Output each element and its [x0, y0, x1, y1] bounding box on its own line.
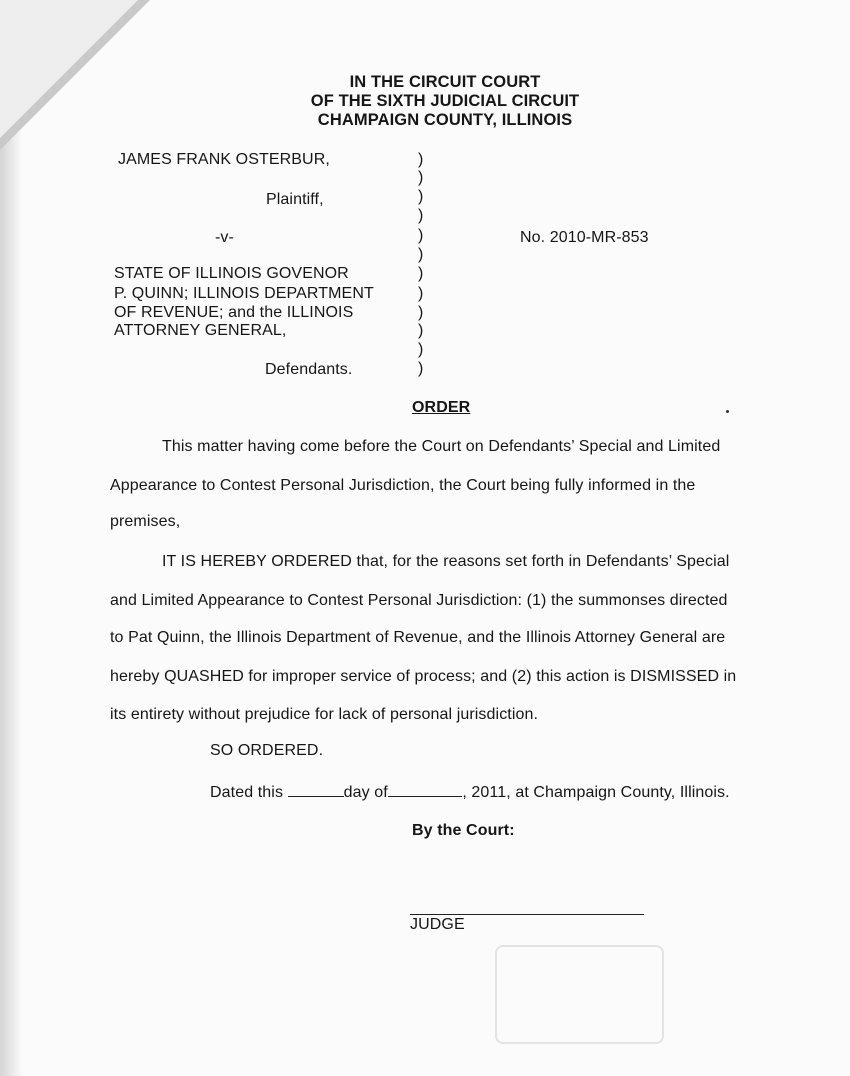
paragraph-2-line-5: its entirety without prejudice for lack of personal jurisdiction. — [110, 706, 539, 723]
court-heading-line-2: OF THE SIXTH JUDICIAL CIRCUIT — [310, 92, 580, 110]
court-heading-line-1: IN THE CIRCUIT COURT — [349, 73, 541, 91]
faint-stamp-outline — [495, 945, 664, 1044]
so-ordered: SO ORDERED. — [210, 742, 324, 759]
day-blank — [288, 781, 344, 797]
court-heading-line-3: CHAMPAIGN COUNTY, ILLINOIS — [317, 111, 573, 129]
defendants-line-1: STATE OF ILLINOIS GOVENOR — [114, 265, 349, 282]
case-number: No. 2010-MR-853 — [520, 229, 649, 246]
paragraph-2-line-2: and Limited Appearance to Contest Personal Jurisdiction: (1) the summonses directed — [110, 592, 728, 609]
plaintiff-name: JAMES FRANK OSTERBUR, — [118, 151, 330, 168]
defendants-role: Defendants. — [265, 361, 353, 378]
paragraph-2-line-3: to Pat Quinn, the Illinois Department of Revenue, and the Illinois Attorney General are — [110, 629, 726, 646]
plaintiff-role: Plaintiff, — [266, 191, 324, 208]
caption-bracket: ) — [418, 322, 424, 339]
caption-bracket: ) — [418, 227, 424, 244]
versus-label: -v- — [215, 229, 234, 246]
caption-bracket: ) — [418, 188, 424, 205]
caption-bracket: ) — [418, 360, 424, 377]
dated-prefix: Dated this — [210, 784, 284, 801]
caption-bracket: ) — [418, 285, 424, 302]
month-blank — [388, 781, 462, 797]
caption-bracket: ) — [418, 265, 424, 282]
dated-suffix: , 2011, at Champaign County, Illinois. — [462, 784, 730, 801]
caption-bracket: ) — [418, 207, 424, 224]
defendants-line-3: OF REVENUE; and the ILLINOIS — [114, 304, 354, 321]
dated-middle: day of — [343, 784, 388, 801]
caption-bracket: ) — [418, 341, 424, 358]
paragraph-1-line-3: premises, — [110, 513, 181, 530]
caption-bracket: ) — [418, 304, 424, 321]
paragraph-2-line-4: hereby QUASHED for improper service of process; and (2) this action is DISMISSED in — [110, 668, 737, 685]
caption-bracket: ) — [418, 246, 424, 263]
scan-edge-shadow — [0, 0, 22, 1076]
caption-bracket: ) — [418, 169, 424, 186]
defendants-line-2: P. QUINN; ILLINOIS DEPARTMENT — [114, 285, 374, 302]
paragraph-2-line-1: IT IS HEREBY ORDERED that, for the reasons set forth in Defendants’ Special — [162, 553, 730, 570]
paragraph-1-line-2: Appearance to Contest Personal Jurisdiction, the Court being fully informed in the — [110, 477, 696, 494]
caption-bracket: ) — [418, 151, 424, 168]
by-the-court: By the Court: — [412, 822, 515, 839]
dated-line — [210, 781, 730, 803]
order-title: ORDER — [412, 399, 471, 416]
paragraph-1-line-1: This matter having come before the Court on Defendants’ Special and Limited — [162, 438, 721, 455]
defendants-line-4: ATTORNEY GENERAL, — [114, 322, 287, 339]
judge-label: JUDGE — [410, 916, 465, 933]
speck-mark — [726, 410, 729, 413]
